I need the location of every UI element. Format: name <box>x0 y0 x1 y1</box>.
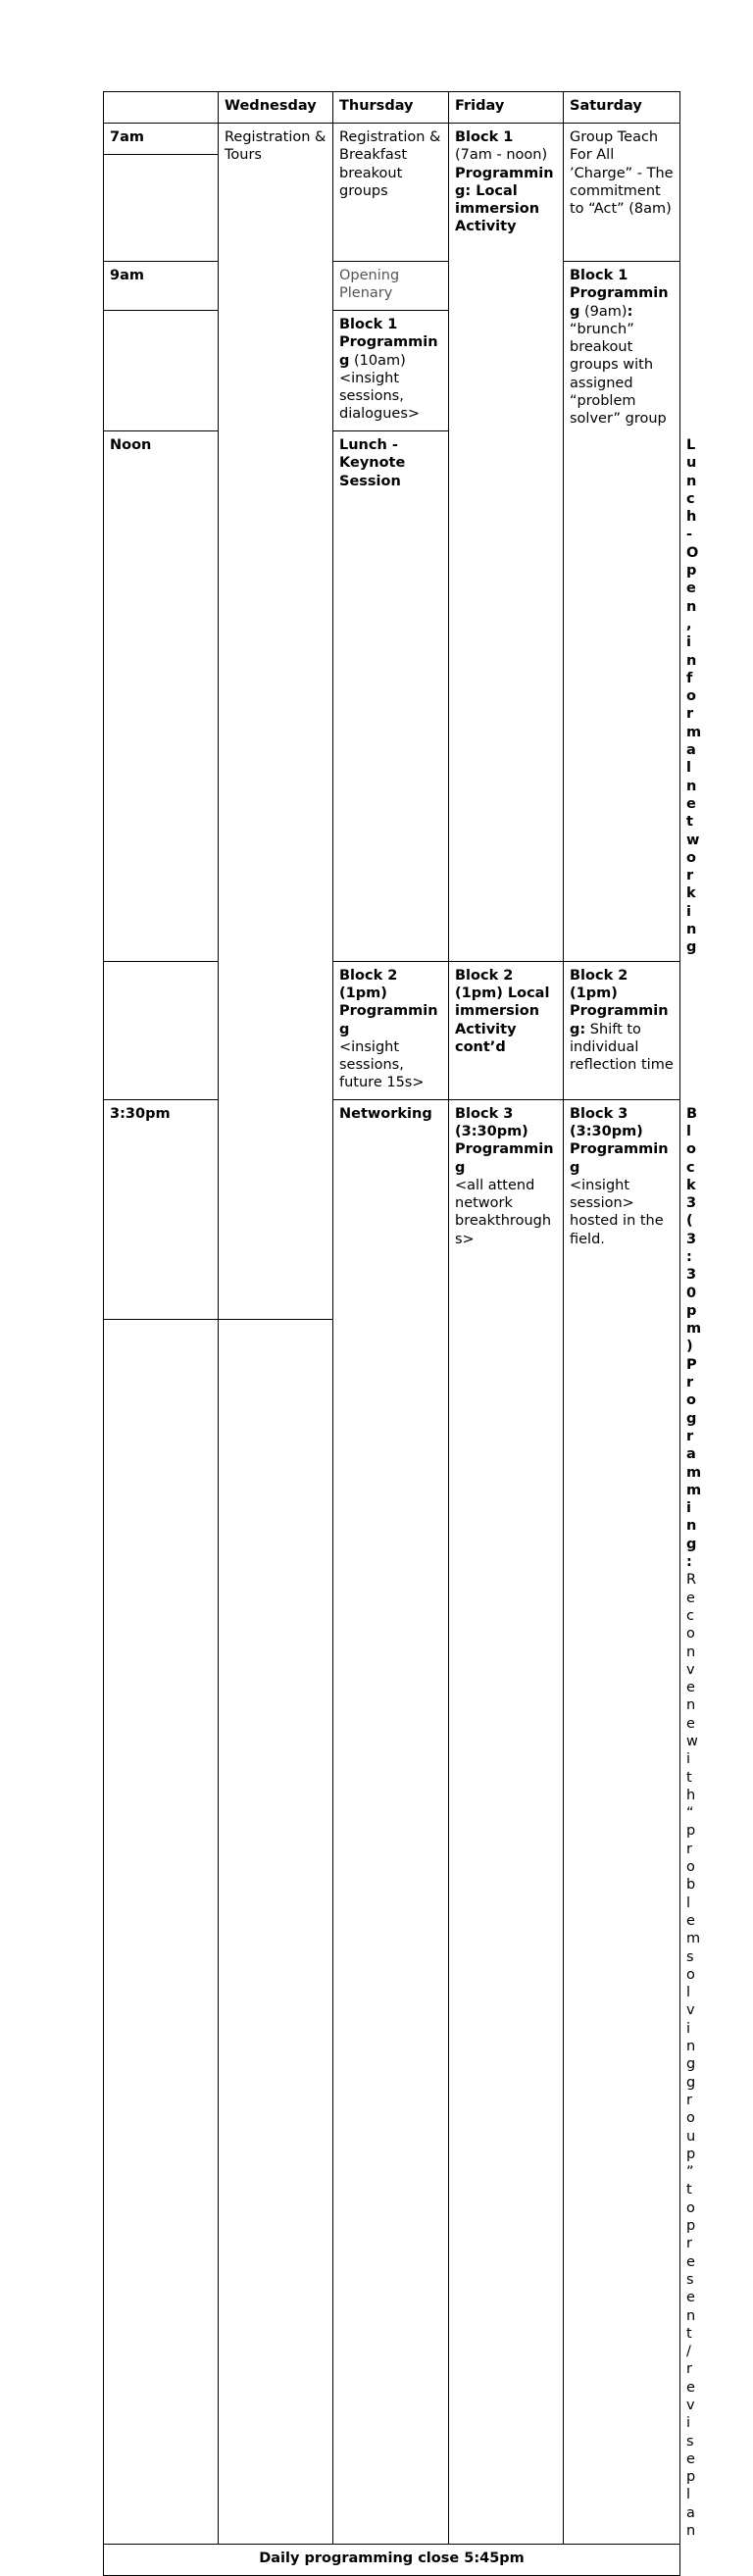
saturday-block1-title: Block 1 Programming <box>570 268 669 320</box>
time-empty-cell <box>104 155 219 262</box>
thursday-block1-title: Block 1 Programming <box>339 317 438 369</box>
friday-block1-cell <box>449 124 564 962</box>
row-9am <box>104 262 680 311</box>
friday-block1-time: (7am - noon) <box>455 147 548 164</box>
saturday-group-teach-cell: Group Teach For All ’Charge” - The commitment to “Act” (8am) <box>564 124 680 262</box>
saturday-block1-description: “brunch” breakout groups with assigned “problem solver” group <box>570 321 667 428</box>
thursday-block2-description: <insight sessions, future 15s> <box>339 1038 425 1091</box>
header-friday: Friday <box>449 92 564 124</box>
time-7am: 7am <box>104 124 219 155</box>
row-1pm <box>104 961 680 1099</box>
header-thursday: Thursday <box>333 92 449 124</box>
thursday-block3-title: Block 3 (3:30pm) Programming <box>455 1105 554 1176</box>
schedule-table <box>103 91 702 2576</box>
time-empty-cell <box>104 311 219 431</box>
thursday-block1-description: (10am) <insight sessions, dialogues> <box>339 352 421 423</box>
friday-block3-cell <box>564 1099 680 2545</box>
friday-block1-detail: Programming: Local immersion Activity <box>455 165 554 235</box>
saturday-block1-colon: : <box>627 303 633 320</box>
thursday-block3-cell <box>449 1099 564 2545</box>
friday-block3-description: <insight session> hosted in the field. <box>570 1177 664 1247</box>
row-noon: Noon Lunch - Keynote Session Lunch - Open, informal networking <box>104 431 680 962</box>
row-7am <box>104 124 680 155</box>
saturday-block2-cell <box>564 961 680 1099</box>
thursday-block3-description: <all attend network breakthroughs> <box>455 1177 552 1247</box>
time-empty-cell <box>104 961 219 1099</box>
thursday-block2-title: Block 2 (1pm) Programming <box>339 967 438 1037</box>
saturday-block1-cell <box>564 262 680 962</box>
time-9am: 9am <box>104 262 219 311</box>
friday-block3-title: Block 3 (3:30pm) Programming <box>570 1105 669 1176</box>
wednesday-registration-cell: Registration & Tours <box>219 124 333 1320</box>
time-empty-cell <box>104 1320 219 2545</box>
header-corner-cell <box>104 92 219 124</box>
friday-block1-title: Block 1 <box>455 129 514 145</box>
saturday-block2-title: Block 2 (1pm) Programming: <box>570 967 669 1037</box>
header-wednesday: Wednesday <box>219 92 333 124</box>
thursday-registration-cell: Registration & Breakfast breakout groups <box>333 124 449 262</box>
thursday-lunch-cell: Lunch - Keynote Session <box>333 431 449 962</box>
time-330pm: 3:30pm <box>104 1099 219 1320</box>
thursday-opening-plenary-cell: Opening Plenary <box>333 262 449 311</box>
thursday-block2-cell <box>333 961 449 1099</box>
header-saturday: Saturday <box>564 92 680 124</box>
closing-row <box>104 2545 680 2576</box>
saturday-block1-time: (9am) <box>579 303 628 320</box>
row-330pm: 3:30pm Networking Block 3 (3:30pm) Programming <all attend network breakthroughs> Block 3 (3:30pm) Programming <insight session> hosted in the field. Block 3 (3:30pm) Programming: Reconvene with “problem solving group” to present/revise plan <box>104 1099 680 1320</box>
header-row <box>104 92 680 124</box>
time-noon: Noon <box>104 431 219 962</box>
wednesday-networking-cell: Networking <box>333 1099 449 2545</box>
friday-block2-cell: Block 2 (1pm) Local immersion Activity cont’d <box>449 961 564 1099</box>
saturday-block2-description: Shift to individual reflection time <box>570 1021 674 1074</box>
thursday-block1-cell <box>333 311 449 431</box>
daily-close-note: Daily programming close 5:45pm <box>104 2545 680 2576</box>
